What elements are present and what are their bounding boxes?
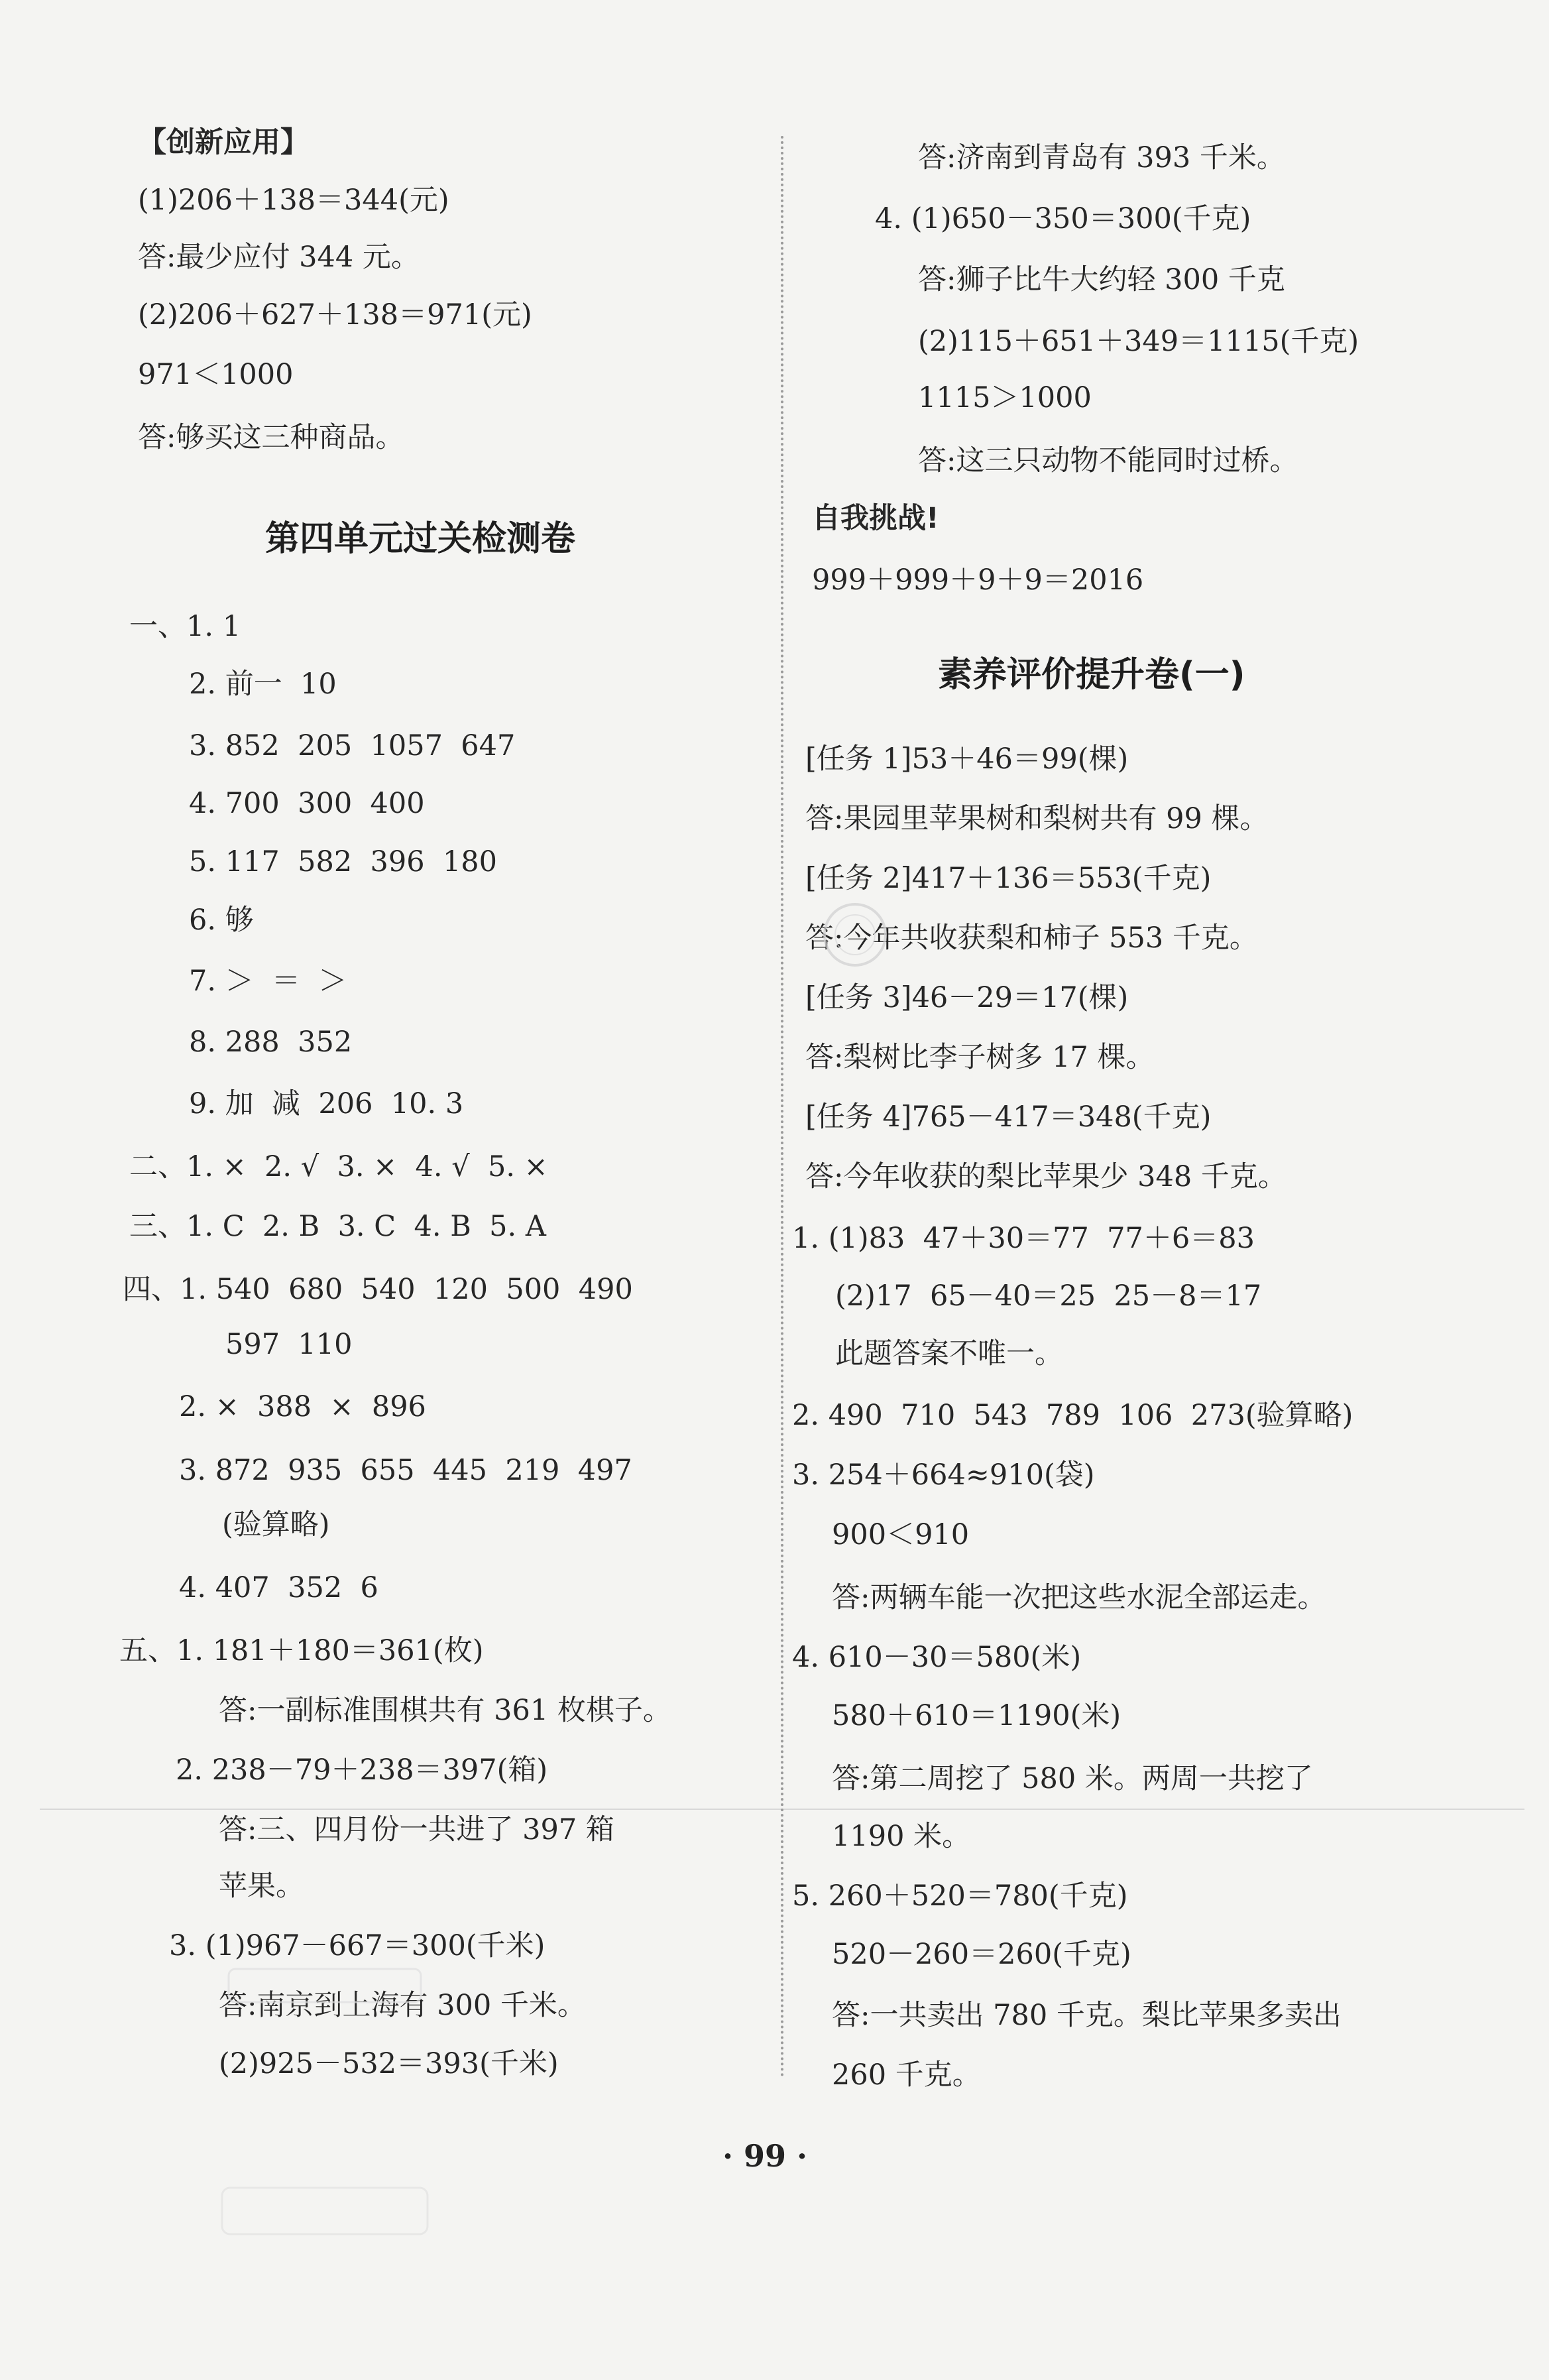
answer-line: 4. 700 300 400 <box>189 787 425 820</box>
answer-line: 6. 够 <box>189 904 254 937</box>
answer-line: 520－260＝260(千克) <box>832 1938 1131 1971</box>
answer-line: 260 千克。 <box>832 2058 981 2092</box>
answer-line: 答:今年收获的梨比苹果少 348 千克。 <box>805 1160 1287 1193</box>
watermark-logo-icon <box>225 1962 424 2009</box>
answer-line: 答:果园里苹果树和梨树共有 99 棵。 <box>805 802 1269 835</box>
answer-line: 苹果。 <box>219 1870 304 1903</box>
answer-line: (2)17 65－40＝25 25－8＝17 <box>835 1279 1262 1313</box>
answer-line: 答:今年共收获梨和柿子 553 千克。 <box>805 922 1258 955</box>
section-label: 自我挑战! <box>812 502 939 535</box>
answer-line: 此题答案不唯一。 <box>835 1337 1063 1370</box>
answer-line: 999＋999＋9＋9＝2016 <box>812 564 1144 597</box>
answer-line: 答:狮子比牛大约轻 300 千克 <box>918 263 1285 296</box>
section-title: 第四单元过关检测卷 <box>265 519 576 559</box>
section-label: 【创新应用】 <box>138 126 309 159</box>
answer-line: 2. 前一 10 <box>189 668 337 701</box>
section-title: 素养评价提升卷(一) <box>938 655 1245 695</box>
answer-line: 答:两辆车能一次把这些水泥全部运走。 <box>832 1581 1326 1614</box>
answer-line: 答:济南到青岛有 393 千米。 <box>918 141 1285 174</box>
answer-line: 4. (1)650－350＝300(千克) <box>875 202 1251 235</box>
answer-line: 一、1. 1 <box>129 610 241 643</box>
answer-line: 1. (1)83 47＋30＝77 77＋6＝83 <box>792 1222 1255 1255</box>
answer-line: (验算略) <box>222 1508 330 1541</box>
answer-line: 答:一共卖出 780 千克。梨比苹果多卖出 <box>832 1999 1342 2032</box>
answer-line: (1)206＋138＝344(元) <box>138 184 449 217</box>
answer-line: 答:三、四月份一共进了 397 箱 <box>219 1813 614 1846</box>
answer-line: 3. 852 205 1057 647 <box>189 729 516 762</box>
answer-line: 答:梨树比李子树多 17 棵。 <box>805 1041 1155 1074</box>
answer-line: [任务 1]53＋46＝99(棵) <box>805 743 1129 776</box>
answer-line: 4. 610－30＝580(米) <box>792 1641 1082 1674</box>
answer-line: 8. 288 352 <box>189 1026 353 1059</box>
answer-line: 答:第二周挖了 580 米。两周一共挖了 <box>832 1762 1313 1795</box>
answer-line: 四、1. 540 680 540 120 500 490 <box>123 1273 633 1306</box>
answer-line: 答:南京到上海有 300 千米。 <box>219 1989 586 2022</box>
column-divider <box>781 136 783 2078</box>
answer-line: 900＜910 <box>832 1518 970 1551</box>
answer-line: (2)206＋627＋138＝971(元) <box>138 298 532 331</box>
answer-line: 2. 238－79＋238＝397(箱) <box>176 1754 548 1787</box>
answer-line: 五、1. 181＋180＝361(枚) <box>119 1634 484 1667</box>
answer-line: [任务 4]765－417＝348(千克) <box>805 1101 1212 1134</box>
answer-line: 1115＞1000 <box>918 381 1092 414</box>
answer-line: (2)115＋651＋349＝1115(千克) <box>918 325 1359 358</box>
answer-line: [任务 3]46－29＝17(棵) <box>805 981 1129 1014</box>
answer-line: 2. × 388 × 896 <box>179 1390 426 1423</box>
watermark-logo-icon <box>219 2181 431 2241</box>
answer-line: 3. (1)967－667＝300(千米) <box>169 1929 545 1962</box>
answer-line: 597 110 <box>225 1328 353 1361</box>
answer-line: 2. 490 710 543 789 106 273(验算略) <box>792 1399 1353 1432</box>
answer-line: 3. 872 935 655 445 219 497 <box>179 1454 632 1487</box>
answer-line: 答:最少应付 344 元。 <box>138 241 420 274</box>
answer-line: 580＋610＝1190(米) <box>832 1699 1121 1732</box>
answer-line: 5. 260＋520＝780(千克) <box>792 1879 1128 1913</box>
answer-line: 答:够买这三种商品。 <box>138 421 404 454</box>
watermark-stamp-icon <box>819 898 891 971</box>
answer-line: 答:一副标准围棋共有 361 枚棋子。 <box>219 1694 671 1727</box>
answer-line: 3. 254＋664≈910(袋) <box>792 1458 1095 1492</box>
answer-line: (2)925－532＝393(千米) <box>219 2047 559 2080</box>
answer-line: 971＜1000 <box>138 358 294 391</box>
answer-line: 答:这三只动物不能同时过桥。 <box>918 444 1298 477</box>
answer-line: 二、1. × 2. √ 3. × 4. √ 5. × <box>129 1150 548 1183</box>
answer-line: 9. 加 减 206 10. 3 <box>189 1087 464 1120</box>
answer-line: 三、1. C 2. B 3. C 4. B 5. A <box>129 1210 546 1243</box>
answer-line: 1190 米。 <box>832 1820 971 1853</box>
answer-line: [任务 2]417＋136＝553(千克) <box>805 862 1212 895</box>
answer-line: 7. ＞ ＝ ＞ <box>189 965 347 998</box>
answer-line: 5. 117 582 396 180 <box>189 845 498 878</box>
page-number: · 99 · <box>722 2138 808 2174</box>
answer-line: 4. 407 352 6 <box>179 1571 378 1604</box>
